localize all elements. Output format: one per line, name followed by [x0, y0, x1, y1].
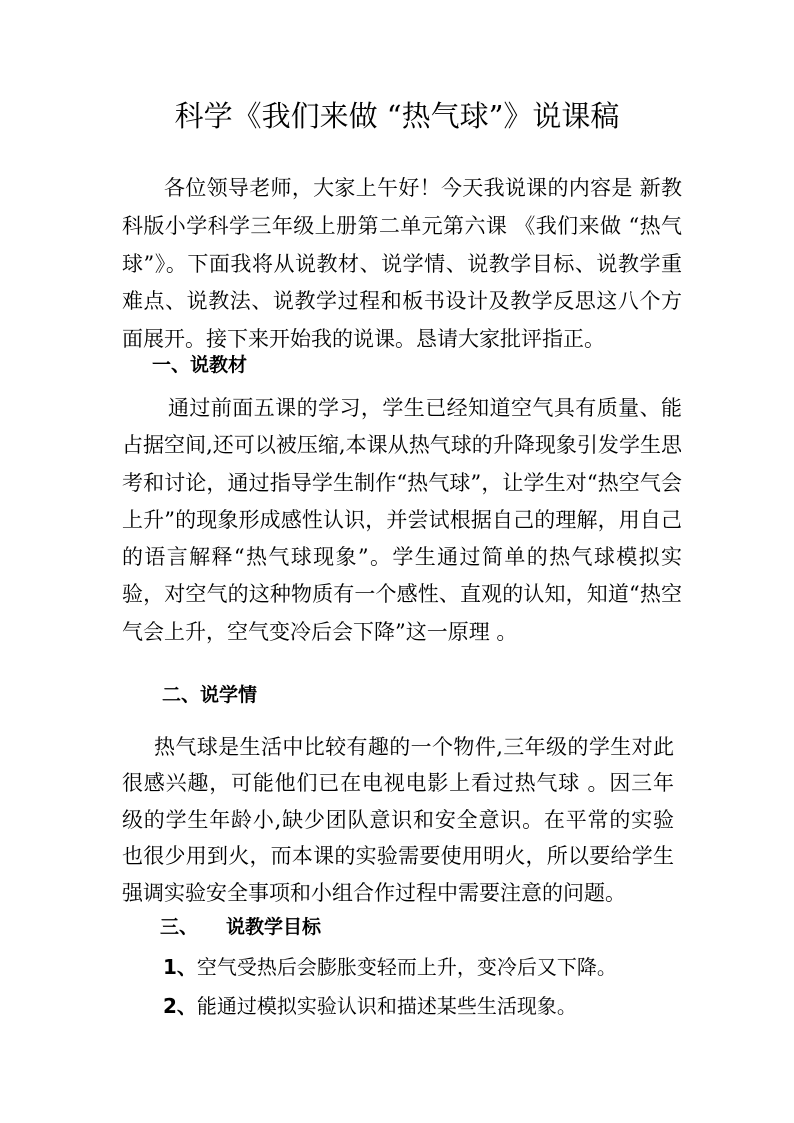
section-heading-textbook: 一、说教材 [152, 354, 248, 376]
objective-item [163, 992, 577, 1020]
objective-index: 1、 [163, 955, 197, 979]
section-heading-objectives [160, 914, 321, 940]
section-heading-text: 说教学目标 [226, 916, 322, 938]
objective-item [163, 953, 617, 981]
section-body-textbook: 通过前面五课的学习，学生已经知道空气具有质量、能占据空间,还可以被压缩,本课从热气球的升降现象引发学生思考和讨论，通过指导学生制作“热气球”，让学生对“热空气会上升”的现象形成感性认识，并尝试根据自己的理解，用自己的语言解释“热气球现象”。学生通过简单的热气球模拟实验，对空气的这种物质有一个感性、直观的认知，知道“热空气会上升，空气变冷后会下降”这一原理 。 [122, 396, 682, 644]
intro-paragraph: 各位领导老师，大家上午好！今天我说课的内容是 新教科版小学科学三年级上册第二单元第六课 《我们来做 “热气球”》。下面我将从说教材、说学情、说教学目标、说教学重难点、说教法、说教学过程和板书设计及教学反思这八个方面展开。接下来开始我的说课。恳请大家批评指正。 [122, 176, 682, 352]
objective-index: 2、 [163, 994, 197, 1018]
objective-text: 能通过模拟实验认识和描述某些生活现象。 [196, 994, 577, 1018]
section-heading-number: 三、 [160, 916, 199, 938]
section-heading-students: 二、说学情 [162, 684, 258, 706]
document-title: 科学《我们来做 “热气球”》说课稿 [174, 99, 620, 133]
objective-text: 空气受热后会膨胀变轻而上升，变冷后又下降。 [196, 955, 617, 979]
section-body-students: 热气球是生活中比较有趣的一个物件,三年级的学生对此很感兴趣，可能他们已在电视电影上看过热气球 。因三年级的学生年龄小,缺少团队意识和安全意识。在平常的实验也很少用到火，而本课的实验需要使用明火，所以要给学生强调实验安全事项和小组合作过程中需要注意的问题。 [122, 735, 674, 905]
